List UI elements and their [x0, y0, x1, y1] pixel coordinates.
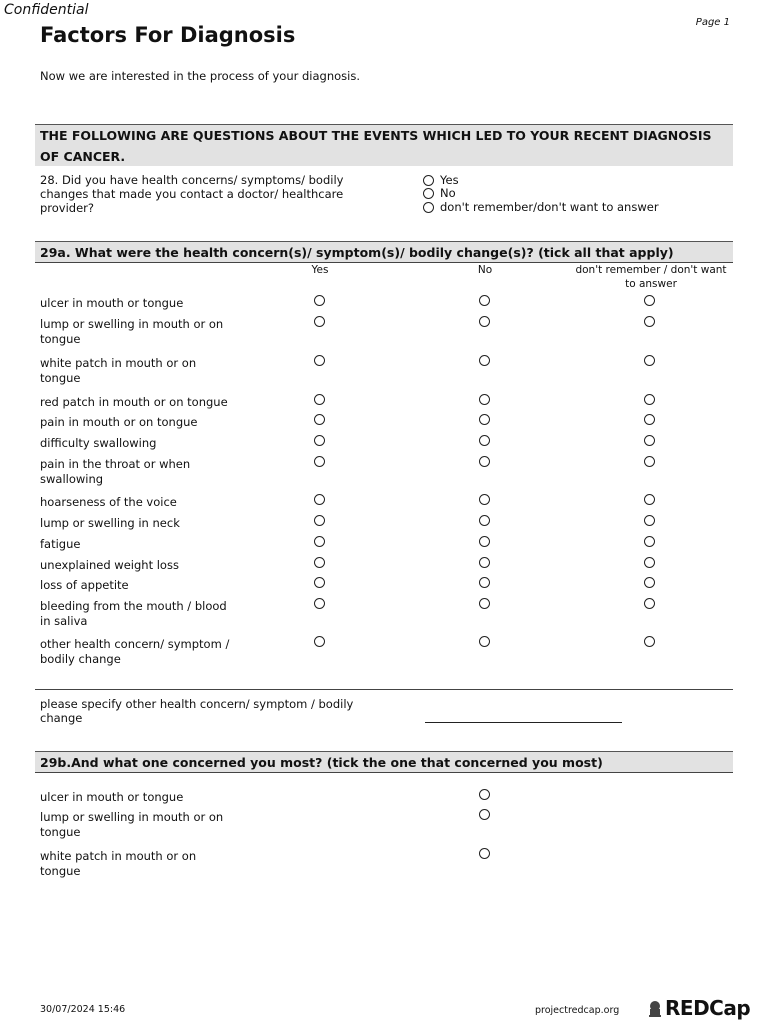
symptom-row-label: bleeding from the mouth / blood in saliva [40, 599, 227, 628]
section-heading-29b: 29b.And what one concerned you most? (tick the one that concerned you most) [35, 751, 733, 772]
page-title: Factors For Diagnosis [40, 23, 296, 47]
most-concern-row-label: lump or swelling in mouth or on tongue [40, 810, 224, 839]
symptom-yes-radio[interactable] [314, 394, 325, 405]
page-number: Page 1 [695, 17, 730, 28]
most-concern-row-label: white patch in mouth or on tongue [40, 849, 197, 878]
footer-url: projectredcap.org [535, 1005, 620, 1016]
symptom-row-label: hoarseness of the voice [40, 495, 177, 509]
symptom-dont-remember-radio[interactable] [644, 494, 655, 505]
symptom-no-radio[interactable] [479, 515, 490, 526]
symptom-dont-remember-radio[interactable] [644, 316, 655, 327]
symptom-dont-remember-radio[interactable] [644, 598, 655, 609]
most-concern-radio[interactable] [479, 789, 490, 800]
redcap-logo-icon [646, 1000, 664, 1018]
symptom-row-label: pain in mouth or on tongue [40, 415, 198, 429]
symptom-no-radio[interactable] [479, 394, 490, 405]
symptom-dont-remember-radio[interactable] [644, 456, 655, 467]
q28-yes-radio[interactable] [423, 175, 434, 186]
q28-no-label: No [440, 186, 456, 200]
column-header-no: No [477, 264, 493, 276]
redcap-logo [646, 996, 750, 1020]
specify-rule [35, 689, 733, 690]
symptom-yes-radio[interactable] [314, 636, 325, 647]
symptom-no-radio[interactable] [479, 414, 490, 425]
symptom-dont-remember-radio[interactable] [644, 577, 655, 588]
symptom-yes-radio[interactable] [314, 557, 325, 568]
symptom-dont-remember-radio[interactable] [644, 536, 655, 547]
symptom-no-radio[interactable] [479, 536, 490, 547]
symptom-yes-radio[interactable] [314, 414, 325, 425]
specify-other-label: please specify other health concern/ symptom / bodily change [40, 697, 354, 725]
q28-dont-remember-radio[interactable] [423, 202, 434, 213]
most-concern-radio[interactable] [479, 809, 490, 820]
footer-timestamp: 30/07/2024 15:46 [40, 1004, 126, 1015]
redcap-logo-text: REDCap [665, 996, 751, 1020]
symptom-row-label: lump or swelling in neck [40, 516, 180, 530]
symptom-yes-radio[interactable] [314, 598, 325, 609]
symptom-yes-radio[interactable] [314, 355, 325, 366]
symptom-row-label: white patch in mouth or on tongue [40, 356, 197, 385]
section-heading-events: THE FOLLOWING ARE QUESTIONS ABOUT THE EVENTS WHICH LED TO YOUR RECENT DIAGNOSIS OF CANCER. [35, 124, 733, 166]
symptom-dont-remember-radio[interactable] [644, 394, 655, 405]
symptom-yes-radio[interactable] [314, 435, 325, 446]
symptom-no-radio[interactable] [479, 577, 490, 588]
intro-text: Now we are interested in the process of your diagnosis. [40, 69, 361, 83]
symptom-row-label: ulcer in mouth or tongue [40, 296, 184, 310]
section-29b-rule [35, 772, 733, 773]
symptom-no-radio[interactable] [479, 316, 490, 327]
symptom-no-radio[interactable] [479, 355, 490, 366]
question-28-text: 28. Did you have health concerns/ symptoms/ bodily changes that made you contact a doctor/ healthcare provider? [40, 173, 344, 215]
symptom-no-radio[interactable] [479, 557, 490, 568]
section-heading-29a: 29a. What were the health concern(s)/ symptom(s)/ bodily change(s)? (tick all that apply) [35, 241, 733, 262]
symptom-yes-radio[interactable] [314, 456, 325, 467]
symptom-row-label: lump or swelling in mouth or on tongue [40, 317, 224, 346]
symptom-no-radio[interactable] [479, 636, 490, 647]
most-concern-row-label: ulcer in mouth or tongue [40, 790, 184, 804]
q28-yes-label: Yes [440, 173, 459, 187]
symptom-no-radio[interactable] [479, 456, 490, 467]
specify-other-input[interactable] [425, 722, 622, 723]
symptom-no-radio[interactable] [479, 295, 490, 306]
symptom-row-label: difficulty swallowing [40, 436, 157, 450]
symptom-yes-radio[interactable] [314, 536, 325, 547]
symptom-no-radio[interactable] [479, 494, 490, 505]
q28-no-radio[interactable] [423, 188, 434, 199]
confidential-label: Confidential [4, 2, 89, 18]
symptom-row-label: red patch in mouth or on tongue [40, 395, 228, 409]
symptom-row-label: loss of appetite [40, 578, 129, 592]
most-concern-radio[interactable] [479, 848, 490, 859]
symptom-no-radio[interactable] [479, 598, 490, 609]
symptom-row-label: fatigue [40, 537, 81, 551]
column-header-dont-remember: don't remember / don't want to answer [575, 264, 727, 290]
symptom-yes-radio[interactable] [314, 577, 325, 588]
symptom-yes-radio[interactable] [314, 316, 325, 327]
symptom-dont-remember-radio[interactable] [644, 295, 655, 306]
symptom-dont-remember-radio[interactable] [644, 435, 655, 446]
column-header-yes: Yes [311, 264, 329, 276]
q28-dont-remember-label: don't remember/don't want to answer [440, 200, 659, 214]
symptom-dont-remember-radio[interactable] [644, 355, 655, 366]
symptom-row-label: unexplained weight loss [40, 558, 179, 572]
symptom-no-radio[interactable] [479, 435, 490, 446]
symptom-row-label: pain in the throat or when swallowing [40, 457, 191, 486]
symptom-yes-radio[interactable] [314, 295, 325, 306]
symptom-dont-remember-radio[interactable] [644, 636, 655, 647]
symptom-yes-radio[interactable] [314, 494, 325, 505]
symptom-dont-remember-radio[interactable] [644, 414, 655, 425]
symptom-yes-radio[interactable] [314, 515, 325, 526]
symptom-row-label: other health concern/ symptom / bodily change [40, 637, 230, 666]
symptom-dont-remember-radio[interactable] [644, 515, 655, 526]
symptom-dont-remember-radio[interactable] [644, 557, 655, 568]
